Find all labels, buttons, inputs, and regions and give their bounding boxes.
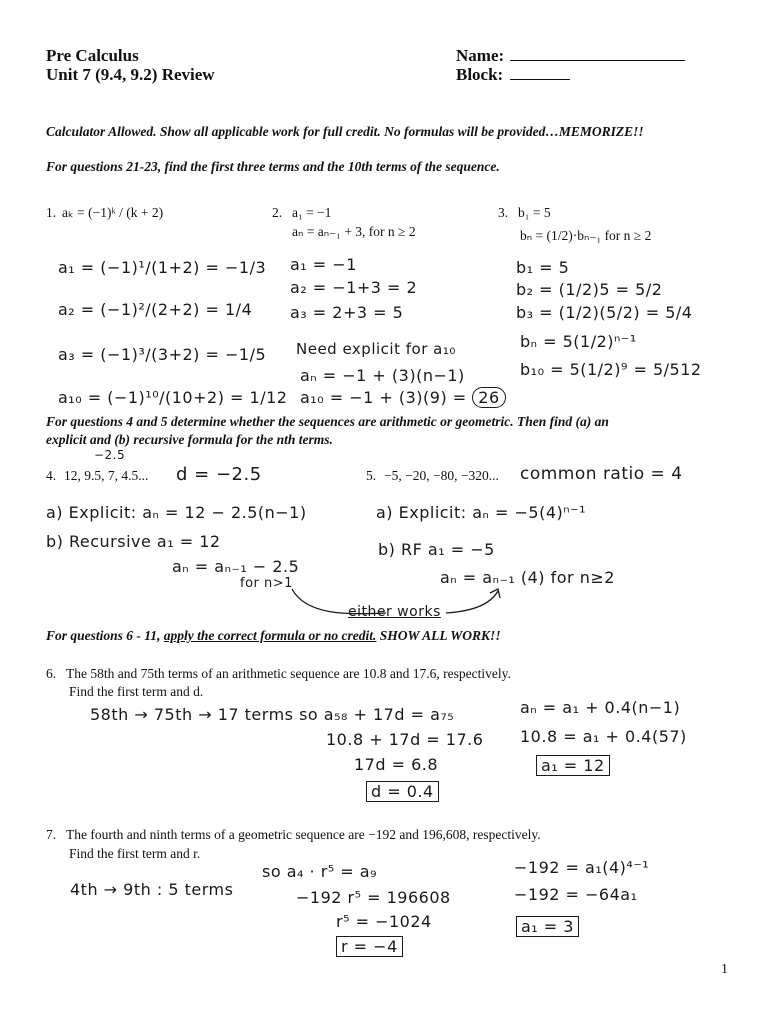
q7-line2: Find the first term and r. [69, 846, 201, 861]
course-title: Pre Calculus [46, 46, 139, 65]
q4-recursive-condition: for n>1 [240, 576, 293, 591]
q611-instructions-underlined: apply the correct formula or no credit. [163, 628, 377, 643]
q5-recursive-formula: aₙ = aₙ₋₁ (4) for n≥2 [440, 568, 615, 587]
q1-work-a1: a₁ = (−1)¹/(1+2) = −1/3 [58, 258, 267, 277]
q2-prompt1: a₁ = −1 [292, 205, 332, 220]
q1-prompt: aₖ = (−1)ᵏ / (k + 2) [62, 205, 164, 220]
q2-work-5: aₙ = −1 + (3)(n−1) [300, 366, 465, 385]
q4-common-difference: d = −2.5 [176, 464, 262, 485]
q7-work-mid-2: −192 r⁵ = 196608 [296, 888, 451, 907]
block-label: Block: [456, 65, 504, 84]
q6-d-answer: d = 0.4 [366, 781, 439, 802]
q2-work-1: a₁ = −1 [290, 255, 357, 274]
q7-work-mid-1: so a₄ · r⁵ = a₉ [262, 862, 377, 881]
q6-work-2: 10.8 + 17d = 17.6 [326, 730, 484, 749]
q1-work-a3: a₃ = (−1)³/(3+2) = −1/5 [58, 345, 267, 364]
q4-recursive: b) Recursive a₁ = 12 [46, 532, 221, 551]
q6-work-5: 10.8 = a₁ + 0.4(57) [520, 727, 687, 746]
q3-label: 3. [498, 205, 509, 220]
q4-recursive-formula: aₙ = aₙ₋₁ − 2.5 [172, 557, 300, 576]
q6-label: 6. [46, 666, 57, 681]
q7-work-mid-3: r⁵ = −1024 [336, 912, 432, 931]
q2-work-2: a₂ = −1+3 = 2 [290, 278, 418, 297]
q7-a1-answer: a₁ = 3 [516, 916, 579, 937]
q6-work-4: aₙ = a₁ + 0.4(n−1) [520, 698, 681, 717]
q5-common-ratio: common ratio = 4 [520, 464, 683, 484]
q21-instructions: For questions 21-23, find the first three terms and the 10th terms of the sequence. [46, 159, 500, 174]
q611-instructions-post: SHOW ALL WORK!! [376, 628, 501, 643]
q2-work-4: Need explicit for a₁₀ [296, 340, 456, 358]
q7-label: 7. [46, 827, 57, 842]
q4-diff-note: −2.5 [94, 448, 126, 462]
q7-work-left: 4th → 9th : 5 terms [70, 880, 234, 899]
q2-final-expression: a₁₀ = −1 + (3)(9) = [300, 388, 467, 407]
q7-work-right-2: −192 = −64a₁ [514, 885, 638, 904]
q5-label: 5. [366, 468, 377, 483]
q7-work-right-1: −192 = a₁(4)⁴⁻¹ [514, 858, 650, 877]
q5-explicit: a) Explicit: aₙ = −5(4)ⁿ⁻¹ [376, 503, 586, 522]
q4-label: 4. [46, 468, 57, 483]
q3-work-1: b₁ = 5 [516, 258, 570, 277]
q6-work-1: 58th → 75th → 17 terms so a₅₈ + 17d = a₇₅ [90, 705, 455, 724]
q2-final-answer: 26 [472, 387, 505, 408]
q4-sequence: 12, 9.5, 7, 4.5... [64, 468, 149, 483]
q611-instructions-pre: For questions 6 - 11, [46, 628, 164, 643]
q3-prompt1: b₁ = 5 [518, 205, 551, 220]
q1-label: 1. [46, 205, 57, 220]
q45-instructions-line1: For questions 4 and 5 determine whether the sequences are arithmetic or geometric. Then find (a) an [46, 414, 609, 429]
q2-work-3: a₃ = 2+3 = 5 [290, 303, 404, 322]
q7-r-answer: r = −4 [336, 936, 403, 957]
name-label: Name: [456, 46, 505, 65]
q7-line1: The fourth and ninth terms of a geometric sequence are −192 and 196,608, respectively. [66, 827, 541, 842]
name-blank[interactable] [510, 60, 685, 61]
q3-work-5: b₁₀ = 5(1/2)⁹ = 5/512 [520, 360, 702, 379]
q6-a1-answer: a₁ = 12 [536, 755, 610, 776]
q6-line1: The 58th and 75th terms of an arithmetic sequence are 10.8 and 17.6, respectively. [66, 666, 511, 681]
q6-work-3: 17d = 6.8 [354, 755, 439, 774]
q3-work-3: b₃ = (1/2)(5/2) = 5/4 [516, 303, 693, 322]
either-works-note: either works [348, 604, 441, 620]
block-blank[interactable] [510, 79, 570, 80]
q3-prompt2: bₙ = (1/2)·bₙ₋₁ for n ≥ 2 [520, 228, 652, 243]
q2-label: 2. [272, 205, 283, 220]
q611-instructions [46, 628, 501, 644]
calculator-instructions: Calculator Allowed. Show all applicable work for full credit. No formulas will be provided…MEMORIZE!! [46, 124, 644, 139]
q3-work-2: b₂ = (1/2)5 = 5/2 [516, 280, 663, 299]
q1-work-a2: a₂ = (−1)²/(2+2) = 1/4 [58, 300, 253, 319]
q4-explicit: a) Explicit: aₙ = 12 − 2.5(n−1) [46, 503, 307, 522]
q2-work-final [300, 388, 506, 407]
q6-line2: Find the first term and d. [69, 684, 204, 699]
page-number: 1 [721, 962, 728, 977]
q3-work-4: bₙ = 5(1/2)ⁿ⁻¹ [520, 332, 637, 351]
q45-instructions-line2: explicit and (b) recursive formula for the nth terms. [46, 432, 333, 447]
unit-title: Unit 7 (9.4, 9.2) Review [46, 65, 215, 84]
q2-prompt2: aₙ = aₙ₋₁ + 3, for n ≥ 2 [292, 224, 416, 239]
q5-sequence: −5, −20, −80, −320... [384, 468, 499, 483]
q5-recursive: b) RF a₁ = −5 [378, 540, 495, 559]
q1-work-a10: a₁₀ = (−1)¹⁰/(10+2) = 1/12 [58, 388, 288, 407]
